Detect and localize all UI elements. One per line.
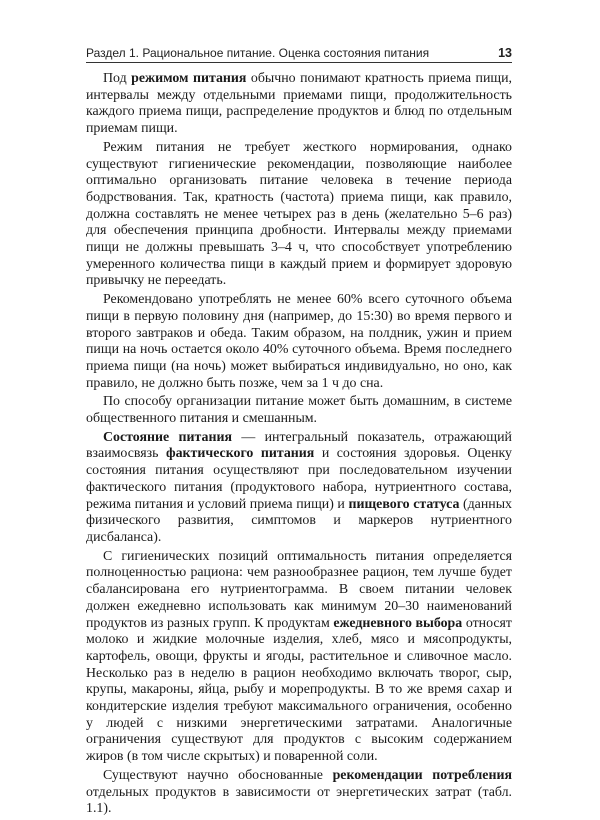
paragraph-hygienic-positions: С гигиенических позиций оптимальность питания определяется полноценностью рациона: чем разнообразнее рацион, тем лучше будет сбалансирована его нутриентограмма. В своем питании человек должен ежедневно использовать как минимум 20–30 наименований продуктов из разных групп. К продуктам ежедневного выбора относят молоко и жидкие молочные изделия, хлеб, мясо и мясопродукты, картофель, овощи, фрукты и ягоды, растительное и сливочное масло. Несколько раз в неделю в рацион необходимо включать творог, сыр, крупы, макароны, яйца, рыбу и морепродукты. В то же время сахар и кондитерские изделия требуют максимального ограничения, особенно у людей с низкими энергетическими затратами. Аналогичные ограничения существуют для продуктов с высоким содержанием жиров (в том числе скрытых) и поваренной соли. [86, 548, 512, 765]
paragraph-regime-recommendations: Режим питания не требует жесткого нормирования, однако существуют гигиенические рекомендации, позволяющие наиболее оптимально организовать питание человека в течение периода бодрствования. Так, кратность (частота) приема пищи, как правило, должна составлять не менее четырех раз в день (желательно 5–6 раз) для обеспечения принципа дробности. Интервалы между приемами пищи не должны превышать 3–4 ч, что способствует употреблению умеренного количества пищи в каждый прием и формирует здоровую привычку не переедать. [86, 139, 512, 289]
paragraph-consumption-recommendations: Существуют научно обоснованные рекомендации потребления отдельных продуктов в зависимости от энергетических затрат (табл. 1.1). [86, 767, 512, 817]
term-actual-nutrition: фактического питания [165, 446, 315, 462]
term-meal-regime: режимом питания [131, 71, 247, 86]
paragraph-organization: По способу организации питание может быть домашним, в системе общественного питания и смешанным. [86, 394, 512, 427]
term-consumption-recommendations: рекомендации потребления [332, 767, 512, 783]
paragraph-daily-volume: Рекомендовано употреблять не менее 60% всего суточного объема пищи в первую половину дня (например, до 15:30) во время первого и второго завтраков и обеда. Таким образом, на полдник, ужин и прием пищи на ночь остается около 40% суточного объема. Время последнего приема пищи (на ночь) может выбираться индивидуально, но оно, как правило, не должно быть позже, чем за 1 ч до сна. [86, 292, 512, 391]
paragraph-nutrition-status: Состояние питания — интегральный показатель, отражающий взаимосвязь фактического питания и состояния здоровья. Оценку состояния питания осуществляют при последовательном изучении фактического питания (продуктового набора, нутриентного состава, режима питания и условий приема пищи) и пищевого статуса (данных физического развития, симптомов и маркеров нутриентного дисбаланса). [86, 429, 512, 545]
running-header [86, 40, 512, 60]
term-food-status: пищевого статуса [348, 496, 460, 512]
page-number: 13 [498, 46, 512, 60]
paragraph-meal-regime: Под режимом питания обычно понимают кратность приема пищи, интервалы между отдельными приемами пищи, продолжительность каждого приема пищи, распределение продуктов и блюд по отдельным приемам пищи. [86, 71, 513, 137]
body-text [86, 71, 512, 820]
header-rule [86, 62, 512, 63]
running-title: Раздел 1. Рациональное питание. Оценка состояния питания [86, 46, 430, 60]
term-nutrition-status: Состояние питания [103, 429, 232, 445]
term-daily-choice: ежедневного выбора [333, 615, 463, 631]
